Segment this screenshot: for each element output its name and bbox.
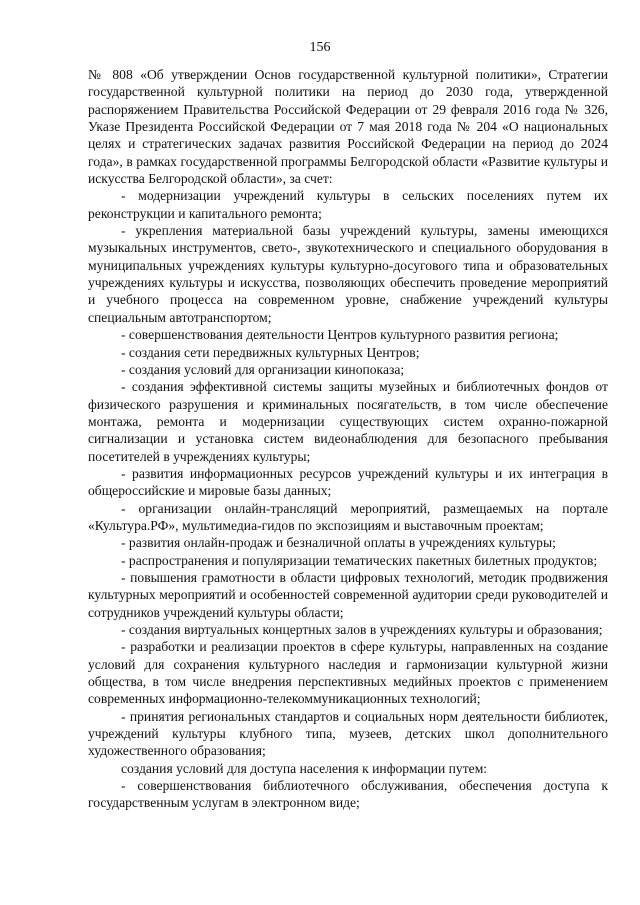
list-item: - укрепления материальной базы учреждений культуры, замены имеющихся музыкальных инструментов, свето-, звукотехнического и специального оборудования в муниципальных учреждениях культуры культурно-досугового типа и образовательных учреждениях культуры и искусства, позволяющих обеспечить проведение мероприятий и учебного процесса на современном уровне, снабжение учреждений культуры специальным автотранспортом; — [88, 223, 608, 325]
list-item: - развития информационных ресурсов учреждений культуры и их интеграция в общероссийские и мировые базы данных; — [88, 465, 608, 499]
paragraph-subheading: создания условий для доступа населения к информации путем: — [121, 760, 488, 776]
list-item: - модернизации учреждений культуры в сельских поселениях путем их реконструкции и капитального ремонта; — [88, 188, 608, 221]
list-item: - создания эффективной системы защиты музейных и библиотечных фондов от физического разрушения и криминальных посягательств, в том числе обеспечение монтажа, ремонта и модернизации существующих систем охранно-пожарной сигнализации и установка систем видеонаблюдения для безопасного пребывания посетителей в учреждениях культуры; — [88, 379, 608, 464]
list-item: - совершенствования библиотечного обслуживания, обеспечения доступа к государственным услугам в электронном виде; — [88, 778, 608, 811]
list-item: - разработки и реализации проектов в сфере культуры, направленных на создание условий для сохранения культурного наследия и гармонизации культурной жизни общества, в том числе внедрения перспективных медийных проектов с применением современных информационно-телекоммуникационных технологий; — [88, 639, 608, 707]
paragraph-intro: № 808 «Об утверждении Основ государственной культурной политики», Стратегии государственной культурной политики на период до 2030 года, утвержденной распоряжением Правительства Российской Федерации от 29 февраля 2016 года № 326, Указе Президента Российской Федерации от 7 мая 2018 года № 204 «О национальных целях и стратегических задачах развития Российской Федерации на период до 2024 года», в рамках государственной программы Белгородской области «Развитие культуры и искусства Белгородской области», за счет: — [88, 67, 608, 187]
list-item: - создания виртуальных концертных залов в учреждениях культуры и образования; — [121, 622, 603, 637]
list-item: - создания условий для организации кинопоказа; — [121, 361, 405, 377]
body-text — [88, 66, 608, 812]
list-item: - развития онлайн-продаж и безналичной оплаты в учреждениях культуры; — [121, 535, 556, 551]
page-number: 156 — [309, 40, 331, 55]
list-item: - распространения и популяризации тематических пакетных билетных продуктов; — [121, 552, 598, 568]
list-item: - повышения грамотности в области цифровых технологий, методик продвижения культурных мероприятий и особенностей современной аудитории среди руководителей и сотрудников учреждений культуры области; — [88, 569, 608, 620]
list-item: - организации онлайн-трансляций мероприятий, размещаемых на портале «Культура.РФ», мультимедиа-гидов по экспозициям и выставочным проектам; — [88, 500, 608, 533]
list-item: - создания сети передвижных культурных Центров; — [121, 344, 420, 360]
list-item: - совершенствования деятельности Центров культурного развития региона; — [121, 327, 559, 343]
list-item: - принятия региональных стандартов и социальных норм деятельности библиотек, учреждений культуры клубного типа, музеев, детских школ дополнительного художественного образования; — [88, 708, 608, 759]
